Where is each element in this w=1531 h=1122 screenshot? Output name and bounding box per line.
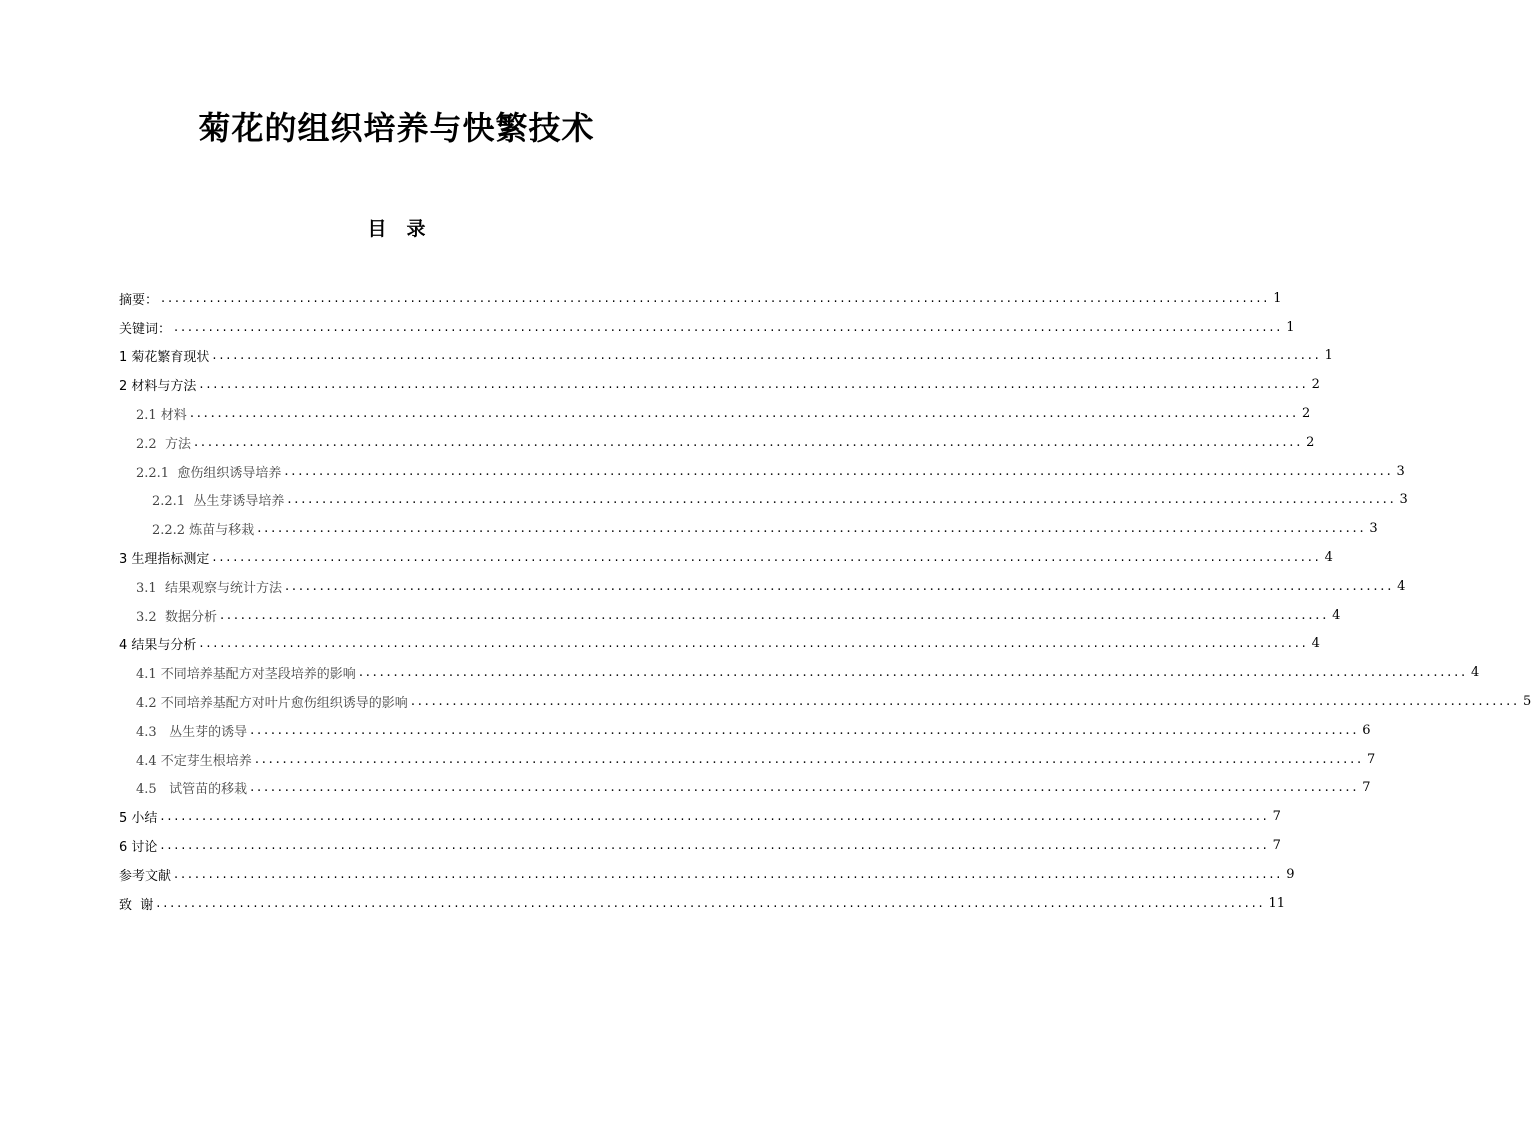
toc-entry-label: 4.5 试管苗的移栽	[136, 782, 248, 798]
toc-entry-page-number: 7	[1366, 751, 1376, 767]
toc-entry-page-number: 7	[1272, 809, 1281, 825]
toc-leader-dots: ................................................................................................................................................................	[193, 434, 1304, 450]
toc-entry[interactable]	[119, 860, 1295, 889]
toc-entry-page-number: 4	[1397, 578, 1406, 594]
toc-entry[interactable]	[119, 428, 1315, 457]
toc-leader-dots: ................................................................................................................................................................	[161, 290, 1271, 306]
toc-entry[interactable]	[119, 601, 1341, 630]
toc-entry-label: 2.2 方法	[136, 436, 191, 452]
toc-leader-dots: ................................................................................................................................................................	[284, 578, 1395, 594]
toc-entry[interactable]	[119, 543, 1333, 572]
toc-entry-page-number: 11	[1268, 895, 1285, 911]
toc-leader-dots: ................................................................................................................................................................	[160, 838, 1270, 854]
toc-leader-dots: ................................................................................................................................................................	[212, 550, 1322, 566]
toc-entry[interactable]	[119, 457, 1405, 486]
toc-entry[interactable]	[119, 745, 1376, 774]
toc-entry-label: 参考文献	[119, 868, 172, 884]
toc-entry[interactable]	[119, 399, 1311, 428]
toc-entry-page-number: 2	[1301, 406, 1311, 422]
toc-entry[interactable]	[119, 284, 1282, 313]
toc-leader-dots: ................................................................................................................................................................	[199, 377, 1309, 393]
toc-entry[interactable]	[119, 658, 1480, 687]
toc-leader-dots: ................................................................................................................................................................	[189, 406, 1299, 422]
toc-leader-dots: ................................................................................................................................................................	[174, 866, 1284, 882]
toc-entry[interactable]	[119, 572, 1406, 601]
toc-entry-label: 5 小结	[119, 811, 158, 827]
toc-entry-page-number: 7	[1362, 780, 1371, 796]
toc-entry-label: 4 结果与分析	[119, 638, 197, 654]
toc-leader-dots: ................................................................................................................................................................	[156, 895, 1266, 911]
toc-entry[interactable]	[119, 514, 1378, 543]
toc-entry[interactable]	[119, 313, 1295, 342]
toc-entry-label: 3.1 结果观察与统计方法	[136, 580, 282, 596]
toc-leader-dots: ................................................................................................................................................................	[250, 722, 1360, 738]
toc-entry-label: 4.2 不同培养基配方对叶片愈伤组织诱导的影响	[136, 696, 408, 712]
toc-entry-label: 4.4 不定芽生根培养	[136, 753, 252, 769]
toc-entry[interactable]	[119, 687, 1531, 716]
toc-entry-label: 2.1 材料	[136, 408, 187, 424]
toc-heading-char-2: 录	[406, 218, 426, 240]
toc-entry[interactable]	[119, 831, 1281, 860]
toc-entry[interactable]	[119, 889, 1285, 918]
toc-entry-page-number: 3	[1399, 492, 1408, 508]
toc-entry-page-number: 2	[1306, 434, 1315, 450]
toc-entry[interactable]	[119, 716, 1371, 745]
toc-entry-label: 6 讨论	[119, 840, 158, 856]
toc-entry-page-number: 1	[1273, 290, 1282, 306]
toc-leader-dots: ................................................................................................................................................................	[254, 751, 1364, 767]
toc-entry[interactable]	[119, 802, 1281, 831]
toc-leader-dots: ................................................................................................................................................................	[174, 319, 1284, 335]
toc-entry-label: 关键词：	[119, 321, 172, 337]
toc-entry-page-number: 5	[1522, 694, 1531, 710]
toc-entry-page-number: 4	[1311, 636, 1320, 652]
toc-entry-page-number: 4	[1324, 550, 1333, 566]
toc-entry-label: 1 菊花繁育现状	[119, 350, 210, 366]
toc-entry-label: 4.3 丛生芽的诱导	[136, 724, 248, 740]
toc-leader-dots: ................................................................................................................................................................	[358, 665, 1468, 681]
toc-leader-dots: ................................................................................................................................................................	[219, 607, 1330, 623]
toc-entry-label: 2.2.2 炼苗与移栽	[152, 523, 255, 539]
toc-heading	[0, 215, 793, 243]
toc-leader-dots: ................................................................................................................................................................	[287, 492, 1397, 508]
toc-entry-page-number: 4	[1332, 607, 1341, 623]
toc-entry-label: 3 生理指标测定	[119, 552, 210, 568]
toc-entry-page-number: 6	[1362, 722, 1371, 738]
toc-heading-char-1: 目	[367, 218, 387, 240]
toc-entry-page-number: 1	[1286, 319, 1295, 335]
toc-leader-dots: ................................................................................................................................................................	[410, 694, 1520, 710]
toc-entry-label: 3.2 数据分析	[136, 609, 217, 625]
toc-leader-dots: ................................................................................................................................................................	[257, 521, 1367, 537]
toc-entry-label: 4.1 不同培养基配方对茎段培养的影响	[136, 667, 356, 683]
document-title: 菊花的组织培养与快繁技术	[198, 109, 595, 147]
toc-entry-label: 摘要：	[119, 292, 159, 308]
toc-leader-dots: ................................................................................................................................................................	[212, 348, 1322, 364]
toc-entry-label: 致 谢	[119, 897, 154, 913]
toc-entry-label: 2.2.1 丛生芽诱导培养	[152, 494, 285, 510]
toc-leader-dots: ................................................................................................................................................................	[250, 780, 1360, 796]
toc-entry[interactable]	[119, 630, 1320, 659]
toc-entry[interactable]	[119, 486, 1408, 515]
toc-entry-page-number: 3	[1396, 463, 1405, 479]
toc-leader-dots: ................................................................................................................................................................	[160, 809, 1270, 825]
toc-entry-label: 2 材料与方法	[119, 379, 197, 395]
toc-entry[interactable]	[119, 774, 1371, 803]
toc-entry-page-number: 7	[1272, 838, 1281, 854]
toc-entry-page-number: 2	[1311, 377, 1320, 393]
toc-entry-page-number: 4	[1470, 665, 1480, 681]
toc-entry-page-number: 1	[1324, 348, 1333, 364]
toc-entry[interactable]	[119, 370, 1320, 399]
toc-entry-label: 2.2.1 愈伤组织诱导培养	[136, 465, 282, 481]
toc-entry-page-number: 3	[1369, 521, 1378, 537]
toc-entry-page-number: 9	[1286, 866, 1295, 882]
toc-leader-dots: ................................................................................................................................................................	[199, 636, 1309, 652]
toc-leader-dots: ................................................................................................................................................................	[284, 463, 1394, 479]
toc-entry[interactable]	[119, 342, 1333, 371]
